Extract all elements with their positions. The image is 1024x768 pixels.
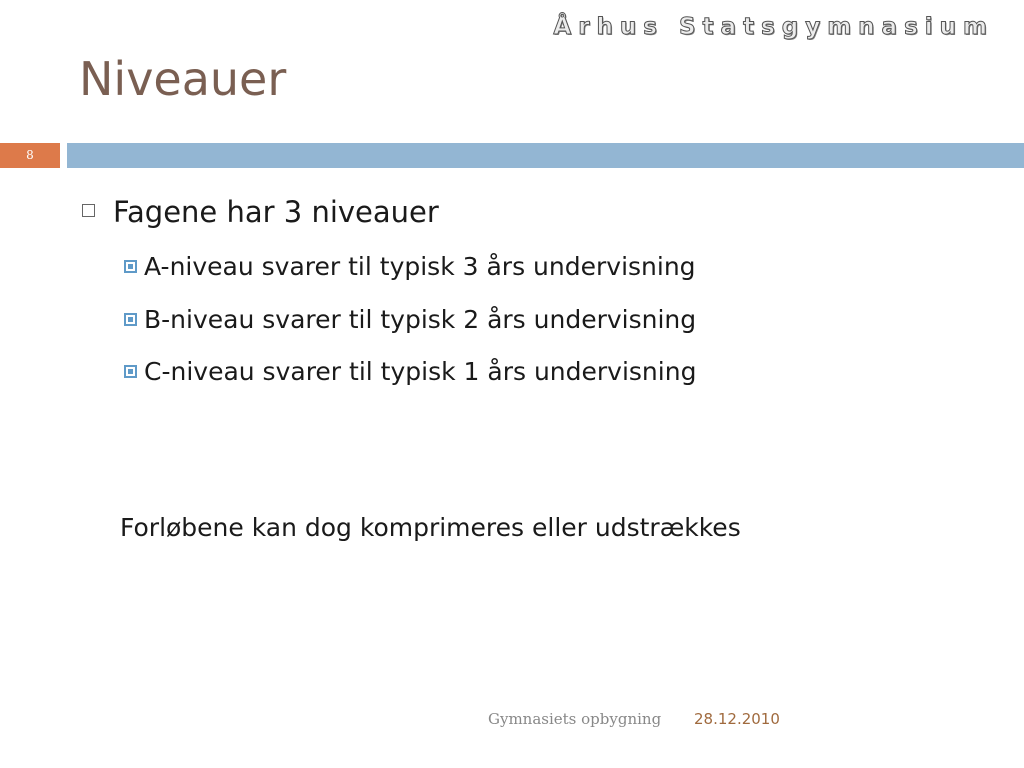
bullet-text: Fagene har 3 niveauer (113, 195, 439, 229)
filled-square-bullet-icon (124, 365, 137, 378)
sub-bullet-text: B-niveau svarer til typisk 2 års undervisning (144, 305, 697, 334)
filled-square-bullet-icon (124, 260, 137, 273)
sub-bullet-item (124, 305, 696, 334)
sub-bullet-item (124, 357, 696, 386)
square-bullet-icon (82, 204, 95, 217)
footer-date: 28.12.2010 (694, 710, 780, 728)
bullet-item (82, 195, 439, 229)
note-text: Forløbene kan dog komprimeres eller udstrækkes (120, 513, 741, 542)
sub-bullet-text: C-niveau svarer til typisk 1 års undervisning (144, 357, 697, 386)
sub-bullet-item (124, 252, 696, 281)
title-bar (67, 143, 1024, 168)
slide-number: 8 (0, 143, 60, 168)
footer-text: Gymnasiets opbygning (488, 710, 662, 728)
school-name: Århus Statsgymnasium (553, 14, 994, 40)
sub-bullet-text: A-niveau svarer til typisk 3 års undervisning (144, 252, 696, 281)
slide-title: Niveauer (79, 52, 287, 106)
filled-square-bullet-icon (124, 313, 137, 326)
